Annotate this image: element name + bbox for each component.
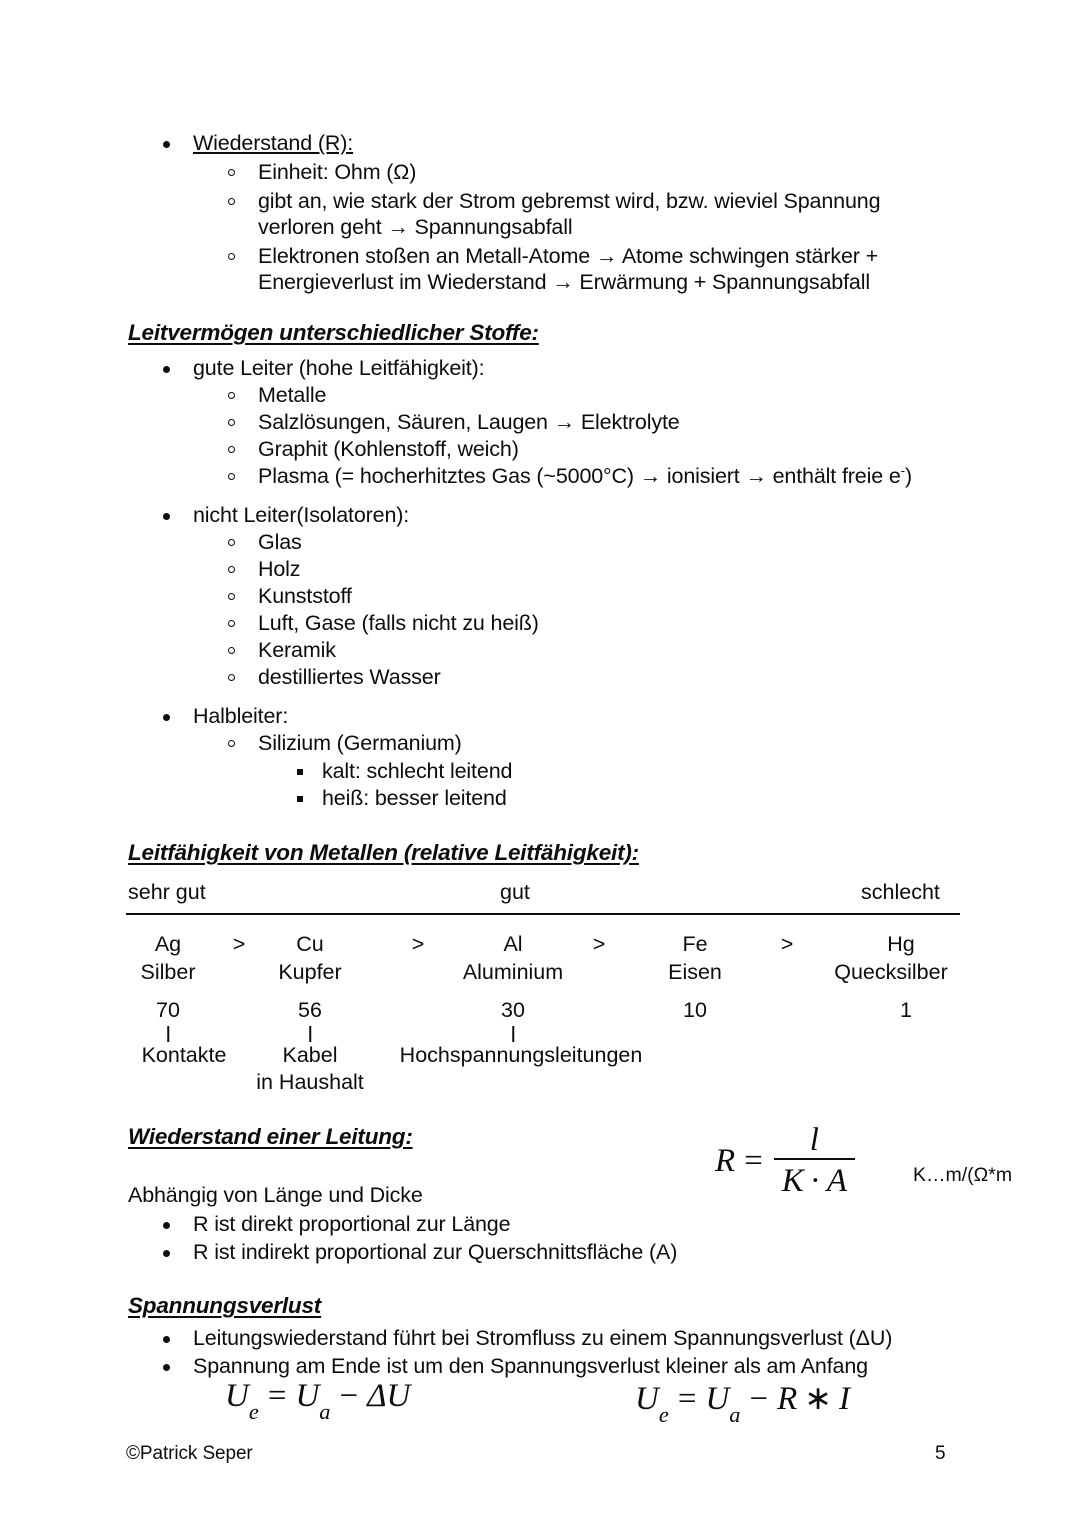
- metal-symbol-fe: Fe: [682, 932, 708, 956]
- list-item: [163, 1238, 783, 1267]
- resistance-subitem-brake-line2: verloren geht → Spannungsabfall: [258, 215, 573, 239]
- formula-equals: =: [744, 1143, 763, 1179]
- formula-denominator-k: K: [781, 1163, 804, 1199]
- voltage-drop-bullet-1: Leitungswiederstand führt bei Stromfluss zu einem Spannungsverlust (ΔU): [193, 1326, 893, 1350]
- metal-name-aluminium: Aluminium: [462, 960, 564, 984]
- insulator-item-kunststoff: Kunststoff: [258, 584, 352, 608]
- resistance-item-title: Wiederstand (R):: [193, 131, 354, 155]
- formula-denominator-a: A: [826, 1163, 847, 1199]
- formula-left-equals: =: [267, 1378, 287, 1414]
- metal-use-ag: Kontakte: [141, 1043, 227, 1067]
- group-label-nicht-leiter: nicht Leiter(Isolatoren):: [193, 503, 410, 527]
- group-label-halbleiter: Halbleiter:: [193, 704, 289, 728]
- metal-symbol-ag: Ag: [154, 932, 182, 956]
- formula-left-sub-a: a: [319, 1398, 331, 1424]
- electron-charge-superscript: -: [900, 462, 905, 478]
- insulator-item-luft-gase: Luft, Gase (falls nicht zu heiß): [258, 611, 539, 635]
- conductor-item-metalle: Metalle: [258, 383, 327, 407]
- formula-voltage-drop-left: [225, 1378, 411, 1424]
- separator-gt-3: >: [592, 932, 606, 956]
- metal-symbol-cu: Cu: [296, 932, 324, 956]
- line-resistance-intro: Abhängig von Länge und Dicke: [128, 1183, 423, 1207]
- list-item: [163, 1324, 963, 1353]
- metal-symbol-hg: Hg: [887, 932, 915, 956]
- line-resistance-bullet-indirekt: R ist indirekt proportional zur Querschnittsfläche (A): [193, 1240, 678, 1264]
- insulator-item-keramik: Keramik: [258, 638, 336, 662]
- formula-right-u2: U: [705, 1381, 730, 1417]
- formula-left-minus: −: [339, 1378, 359, 1414]
- formula-voltage-drop-right: [635, 1378, 850, 1427]
- stem-connector-al: [512, 1026, 514, 1042]
- formula-right-times: ∗: [804, 1381, 832, 1417]
- metal-value-al: 30: [501, 998, 525, 1022]
- list-item: [163, 1210, 783, 1239]
- conductor-item-plasma-text: Plasma (= hocherhitztes Gas (~5000°C) → ionisiert → enthält freie e: [258, 464, 901, 488]
- insulator-item-destilliertes-wasser: destilliertes Wasser: [258, 665, 441, 689]
- metal-use-cu: Kabel: [282, 1043, 338, 1067]
- conductor-item-plasma-tail: ): [904, 464, 912, 488]
- conductor-item-salzloesungen: Salzlösungen, Säuren, Laugen → Elektrolyte: [258, 410, 680, 434]
- stem-connector-cu: [309, 1026, 311, 1042]
- metal-name-eisen: Eisen: [668, 960, 722, 984]
- metal-value-ag: 70: [156, 998, 180, 1022]
- heading-leitfaehigkeit-metalle: Leitfähigkeit von Metallen (relative Leitfähigkeit):: [128, 840, 639, 865]
- heading-wiederstand-leitung: Wiederstand einer Leitung:: [128, 1124, 413, 1149]
- metal-name-silber: Silber: [140, 960, 196, 984]
- metal-name-kupfer: Kupfer: [278, 960, 342, 984]
- semiconductor-detail-heiss: heiß: besser leitend: [322, 786, 507, 810]
- quality-label-schlecht: schlecht: [861, 880, 940, 904]
- formula-left-sub-e: e: [248, 1398, 259, 1424]
- voltage-drop-bullet-2: Spannung am Ende ist um den Spannungsverlust kleiner als am Anfang: [193, 1354, 868, 1378]
- insulator-item-holz: Holz: [258, 557, 301, 581]
- formula-lhs-r: R: [715, 1143, 736, 1179]
- metal-symbol-al: Al: [503, 932, 523, 956]
- formula-resistance-of-line: [715, 1123, 857, 1200]
- metal-use-al: Hochspannungsleitungen: [399, 1043, 643, 1067]
- semiconductor-item-silizium: Silizium (Germanium): [258, 731, 462, 755]
- formula-denominator: [774, 1158, 855, 1200]
- list-item: [163, 1352, 963, 1381]
- resistance-subitem-electrons-line2: Energieverlust im Wiederstand → Erwärmung + Spannungsabfall: [258, 270, 870, 294]
- footer-author: ©Patrick Seper: [126, 1443, 253, 1464]
- metal-value-hg: 1: [900, 998, 912, 1022]
- metal-value-fe: 10: [683, 998, 707, 1022]
- metal-name-quecksilber: Quecksilber: [834, 960, 948, 984]
- quality-label-gut: gut: [500, 880, 530, 904]
- resistance-subitem-brake: gibt an, wie stark der Strom gebremst wird, bzw. wieviel Spannung: [258, 189, 881, 213]
- footer-page-number: 5: [935, 1443, 946, 1464]
- resistance-subitem-unit: Einheit: Ohm (Ω): [258, 160, 417, 184]
- heading-spannungsverlust: Spannungsverlust: [128, 1293, 322, 1318]
- formula-right-sub-e: e: [658, 1401, 669, 1427]
- metal-value-cu: 56: [298, 998, 322, 1022]
- resistance-subitem-electrons: Elektronen stoßen an Metall-Atome → Atome schwingen stärker +: [258, 244, 879, 268]
- formula-right-minus: −: [749, 1381, 769, 1417]
- stem-connector-ag: [167, 1026, 169, 1042]
- heading-leitvermoegen: Leitvermögen unterschiedlicher Stoffe:: [128, 320, 539, 345]
- formula-right-i: I: [838, 1381, 850, 1417]
- formula-left-u2: U: [295, 1378, 320, 1414]
- separator-gt-4: >: [780, 932, 794, 956]
- metal-use-cu-line2: in Haushalt: [256, 1070, 364, 1094]
- quality-label-sehr-gut: sehr gut: [128, 880, 206, 904]
- formula-right-u: U: [635, 1381, 659, 1417]
- semiconductor-detail-kalt: kalt: schlecht leitend: [322, 759, 513, 783]
- conductor-item-graphit: Graphit (Kohlenstoff, weich): [258, 437, 519, 461]
- formula-numerator-l: l: [809, 1122, 819, 1158]
- formula-unit-note: K…m/(Ω*m: [913, 1164, 1013, 1186]
- formula-left-rhs: ΔU: [367, 1378, 411, 1414]
- formula-right-r: R: [777, 1381, 798, 1417]
- line-resistance-bullet-direkt: R ist direkt proportional zur Länge: [193, 1212, 511, 1236]
- separator-gt-1: >: [232, 932, 246, 956]
- formula-fraction: [774, 1123, 855, 1200]
- separator-gt-2: >: [411, 932, 425, 956]
- formula-right-equals: =: [677, 1381, 697, 1417]
- formula-right-sub-a: a: [729, 1401, 741, 1427]
- formula-denominator-dot: ·: [809, 1163, 821, 1199]
- formula-left-u: U: [225, 1378, 249, 1414]
- table-horizontal-rule: [126, 913, 960, 915]
- group-label-gute-leiter: gute Leiter (hohe Leitfähigkeit):: [193, 356, 485, 380]
- insulator-item-glas: Glas: [258, 530, 302, 554]
